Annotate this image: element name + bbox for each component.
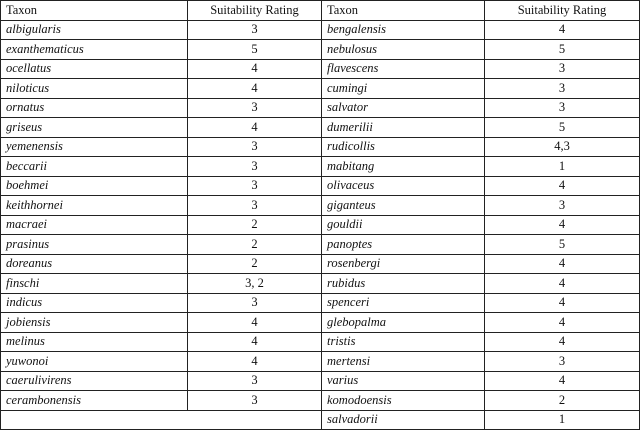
taxon-cell-right: tristis <box>322 332 485 352</box>
taxon-cell-right: rubidus <box>322 274 485 294</box>
header-rating-right: Suitability Rating <box>485 1 640 21</box>
table-row <box>1 20 640 40</box>
rating-cell-right: 3 <box>485 352 640 372</box>
header-rating-left: Suitability Rating <box>188 1 322 21</box>
taxon-cell-left: caerulivirens <box>1 371 188 391</box>
rating-cell-right: 1 <box>485 410 640 430</box>
taxon-cell-left: yuwonoi <box>1 352 188 372</box>
taxon-cell-right: salvadorii <box>322 410 485 430</box>
rating-cell-left: 4 <box>188 59 322 79</box>
table-row <box>1 176 640 196</box>
rating-cell-left: 3 <box>188 391 322 411</box>
rating-cell-right: 4 <box>485 332 640 352</box>
rating-cell-right: 3 <box>485 59 640 79</box>
header-taxon-left: Taxon <box>1 1 188 21</box>
rating-cell-right: 2 <box>485 391 640 411</box>
taxon-cell-left: exanthematicus <box>1 40 188 60</box>
rating-cell-left: 3, 2 <box>188 274 322 294</box>
taxon-cell-left: yemenensis <box>1 137 188 157</box>
rating-cell-right: 3 <box>485 196 640 216</box>
taxon-cell-right: olivaceus <box>322 176 485 196</box>
rating-cell-right: 4 <box>485 313 640 333</box>
taxon-cell-left: ocellatus <box>1 59 188 79</box>
rating-cell-right: 4 <box>485 20 640 40</box>
taxon-cell-left: keithhornei <box>1 196 188 216</box>
taxon-cell-left: griseus <box>1 118 188 138</box>
table-row <box>1 215 640 235</box>
table-row <box>1 332 640 352</box>
taxon-cell-left: jobiensis <box>1 313 188 333</box>
taxon-cell-right: rudicollis <box>322 137 485 157</box>
table-row <box>1 313 640 333</box>
taxon-cell-left: finschi <box>1 274 188 294</box>
header-row <box>1 1 640 21</box>
table-row <box>1 410 640 430</box>
rating-cell-left: 4 <box>188 332 322 352</box>
taxon-cell-right: panoptes <box>322 235 485 255</box>
rating-cell-left: 3 <box>188 196 322 216</box>
taxon-cell-left: doreanus <box>1 254 188 274</box>
taxon-cell-left: boehmei <box>1 176 188 196</box>
taxon-cell-left: prasinus <box>1 235 188 255</box>
rating-cell-right: 5 <box>485 40 640 60</box>
rating-cell-left: 3 <box>188 157 322 177</box>
rating-cell-left: 5 <box>188 40 322 60</box>
taxon-cell-right: giganteus <box>322 196 485 216</box>
rating-cell-left: 2 <box>188 254 322 274</box>
table-row <box>1 352 640 372</box>
table-row <box>1 254 640 274</box>
taxon-cell-right: varius <box>322 371 485 391</box>
rating-cell-left: 2 <box>188 235 322 255</box>
table-body <box>1 20 640 430</box>
taxon-cell-right: bengalensis <box>322 20 485 40</box>
taxon-cell-left: niloticus <box>1 79 188 99</box>
table-row <box>1 293 640 313</box>
rating-cell-right: 4 <box>485 254 640 274</box>
rating-cell-right: 5 <box>485 118 640 138</box>
rating-cell-right: 4 <box>485 371 640 391</box>
taxon-cell-right: gouldii <box>322 215 485 235</box>
rating-cell-left: 4 <box>188 313 322 333</box>
rating-cell-right: 4 <box>485 215 640 235</box>
taxon-cell-right: nebulosus <box>322 40 485 60</box>
table-row <box>1 137 640 157</box>
rating-cell-right: 5 <box>485 235 640 255</box>
taxon-cell-right: mertensi <box>322 352 485 372</box>
table-row <box>1 274 640 294</box>
taxon-cell-right: komodoensis <box>322 391 485 411</box>
taxon-cell-right: salvator <box>322 98 485 118</box>
header-taxon-right: Taxon <box>322 1 485 21</box>
table-row <box>1 118 640 138</box>
empty-cell-left <box>1 410 322 430</box>
table-row <box>1 235 640 255</box>
taxon-cell-right: mabitang <box>322 157 485 177</box>
rating-cell-right: 4 <box>485 274 640 294</box>
rating-cell-left: 3 <box>188 293 322 313</box>
taxon-cell-left: macraei <box>1 215 188 235</box>
taxon-cell-right: glebopalma <box>322 313 485 333</box>
table-row <box>1 371 640 391</box>
rating-cell-right: 1 <box>485 157 640 177</box>
taxon-cell-left: melinus <box>1 332 188 352</box>
rating-cell-right: 4 <box>485 176 640 196</box>
table-row <box>1 98 640 118</box>
rating-cell-left: 3 <box>188 371 322 391</box>
table-row <box>1 196 640 216</box>
rating-cell-right: 3 <box>485 79 640 99</box>
rating-cell-left: 2 <box>188 215 322 235</box>
taxon-cell-left: albigularis <box>1 20 188 40</box>
rating-cell-right: 4 <box>485 293 640 313</box>
taxon-cell-left: ornatus <box>1 98 188 118</box>
taxon-cell-right: cumingi <box>322 79 485 99</box>
rating-cell-right: 4,3 <box>485 137 640 157</box>
taxon-cell-left: beccarii <box>1 157 188 177</box>
table-row <box>1 40 640 60</box>
rating-cell-left: 4 <box>188 118 322 138</box>
table-row <box>1 391 640 411</box>
table-row <box>1 157 640 177</box>
taxon-cell-left: cerambonensis <box>1 391 188 411</box>
taxon-cell-left: indicus <box>1 293 188 313</box>
taxon-cell-right: dumerilii <box>322 118 485 138</box>
rating-cell-left: 3 <box>188 20 322 40</box>
table-row <box>1 79 640 99</box>
taxon-cell-right: rosenbergi <box>322 254 485 274</box>
rating-cell-left: 3 <box>188 98 322 118</box>
rating-cell-right: 3 <box>485 98 640 118</box>
rating-cell-left: 4 <box>188 352 322 372</box>
rating-cell-left: 4 <box>188 79 322 99</box>
taxon-cell-right: flavescens <box>322 59 485 79</box>
taxon-cell-right: spenceri <box>322 293 485 313</box>
rating-cell-left: 3 <box>188 176 322 196</box>
table-row <box>1 59 640 79</box>
rating-cell-left: 3 <box>188 137 322 157</box>
